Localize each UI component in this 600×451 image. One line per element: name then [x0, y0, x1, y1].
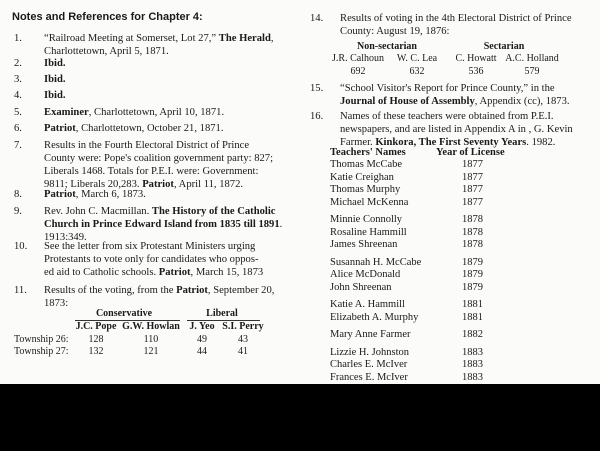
- teacher-name: James Shreenan: [330, 239, 398, 250]
- teacher-name: Rosaline Hammill: [330, 226, 407, 238]
- note-title: Patriot: [44, 189, 76, 200]
- teacher-year: 1877: [462, 184, 483, 195]
- vote-count: 121: [143, 346, 159, 357]
- vote-count: 44: [197, 346, 207, 357]
- note-line: [44, 89, 66, 102]
- note-text: , Charlottetown, October 21, 1871.: [75, 123, 224, 134]
- note-title: Examiner: [44, 107, 89, 118]
- vote-group-sectarian: Sectarian: [483, 41, 525, 52]
- vote-group-liberal: Liberal: [206, 308, 238, 319]
- note-line: [44, 266, 263, 279]
- note-number: 4.: [14, 90, 22, 101]
- teacher-name: Elizabeth A. Murphy: [330, 311, 419, 323]
- note-line: [340, 12, 572, 25]
- note-number: 14.: [310, 13, 324, 24]
- note-number: 11.: [14, 285, 27, 296]
- note-number: 7.: [14, 140, 22, 151]
- note-number: 6.: [14, 123, 22, 134]
- note-number: 5.: [14, 107, 22, 118]
- teachers-year-header: Year of License: [436, 147, 505, 158]
- note-line: [44, 240, 255, 253]
- vote-candidate-header: C. Howatt: [455, 53, 497, 64]
- note-line: [44, 297, 68, 310]
- note-title: Patriot: [158, 267, 191, 278]
- vote-candidate-header: J.C. Pope: [75, 321, 117, 332]
- teacher-year: 1882: [462, 329, 483, 340]
- note-text: 1913:349.: [44, 232, 87, 243]
- note-text: , April 11, 1872.: [173, 179, 244, 190]
- teacher-year: 1877: [462, 196, 483, 208]
- teacher-year: 1878: [462, 239, 483, 250]
- note-text: 9811; Liberals 20,283.: [44, 179, 143, 190]
- note-line: [44, 57, 66, 70]
- note-text: ed aid to Catholic schools.: [44, 267, 159, 278]
- note-text: , Charlottetown, April 10, 1871.: [88, 107, 225, 118]
- teacher-name: Thomas McCabe: [330, 159, 403, 170]
- note-number: 1.: [14, 33, 22, 44]
- note-text: ,: [270, 33, 274, 44]
- vote-row-label: Township 27:: [14, 346, 69, 357]
- teacher-name: Minnie Connolly: [330, 214, 403, 225]
- note-number: 10.: [14, 241, 28, 252]
- note-text: .: [279, 219, 283, 230]
- note-number: 2.: [14, 58, 22, 69]
- note-title: Ibid.: [44, 90, 66, 101]
- teacher-year: 1879: [462, 269, 483, 280]
- note-line: [44, 73, 66, 86]
- teacher-name: Michael McKenna: [330, 196, 409, 208]
- teacher-name: Frances E. McIver: [330, 371, 408, 383]
- teacher-name: Alice McDonald: [330, 269, 401, 280]
- note-line: [340, 95, 570, 108]
- note-text: County: August 19, 1876:: [340, 26, 450, 37]
- note-line: [44, 253, 259, 266]
- note-text: . 1982.: [526, 137, 556, 148]
- note-text: Charlottetown, April 5, 1871.: [44, 46, 169, 57]
- note-text: Farmer.: [340, 137, 376, 148]
- note-text: , September 20,: [207, 285, 275, 296]
- note-number: 15.: [310, 83, 324, 94]
- vote-count: 132: [88, 346, 104, 357]
- teacher-year: 1879: [462, 256, 483, 268]
- teacher-name: Katie A. Hammill: [330, 299, 405, 310]
- note-title: The Herald: [218, 33, 271, 44]
- note-text: Rev. John C. Macmillan.: [44, 206, 152, 217]
- note-line: [44, 218, 282, 231]
- vote-candidate-header: J.R. Calhoun: [332, 53, 384, 64]
- vote-candidate-header: J. Yeo: [189, 321, 215, 332]
- teacher-name: Thomas Murphy: [330, 184, 401, 195]
- note-line: [44, 188, 146, 201]
- teacher-year: 1877: [462, 171, 483, 183]
- note-line: [44, 139, 249, 152]
- note-line: [340, 82, 555, 95]
- teacher-year: 1881: [462, 311, 483, 323]
- note-line: [340, 110, 554, 123]
- teacher-year: 1878: [462, 214, 483, 225]
- vote-count: 579: [524, 66, 540, 77]
- teacher-year: 1881: [462, 299, 483, 310]
- note-line: [340, 123, 573, 136]
- vote-count: 49: [197, 334, 207, 345]
- note-text: Results in the Fourth Electoral District of Prince: [44, 140, 250, 151]
- teachers-name-header: Teachers' Names: [330, 147, 406, 158]
- note-number: 9.: [14, 206, 22, 217]
- note-line: [44, 106, 224, 119]
- vote-candidate-header: G.W. Howlan: [122, 321, 180, 332]
- teacher-name: Mary Anne Farmer: [330, 329, 411, 340]
- note-text: , March 15, 1873: [190, 267, 264, 278]
- note-text: Results of voting in the 4th Electoral District of Prince: [340, 13, 572, 24]
- note-title: Church in Prince Edward Island from 1835 till 1891: [44, 219, 280, 230]
- note-number: 16.: [310, 111, 324, 122]
- note-text: See the letter from six Protestant Ministers urging: [44, 241, 256, 252]
- note-text: 1873:: [44, 298, 69, 309]
- vote-count: 110: [143, 334, 159, 345]
- note-line: [340, 25, 449, 38]
- teacher-name: Lizzie H. Johnston: [330, 346, 410, 358]
- note-text: , Appendix (cc), 1873.: [474, 96, 570, 107]
- note-text: Results of the voting, from the: [44, 285, 177, 296]
- note-line: [44, 284, 274, 297]
- teacher-name: Katie Creighan: [330, 171, 394, 183]
- vote-count: 536: [468, 66, 484, 77]
- teacher-name: John Shreenan: [330, 281, 392, 293]
- note-line: [44, 165, 258, 178]
- note-text: newspapers, and are listed in Appendix A in , G. Kevin: [340, 124, 573, 135]
- note-line: [44, 152, 273, 165]
- note-text: County were: Pope's coalition government party: 827;: [44, 153, 274, 164]
- note-line: [44, 122, 223, 135]
- note-title: The History of the Catholic: [151, 206, 276, 217]
- vote-count: 41: [238, 346, 248, 357]
- vote-count: 632: [409, 66, 425, 77]
- teacher-year: 1883: [462, 371, 483, 383]
- note-title: Patriot: [176, 285, 208, 296]
- note-line: [44, 205, 275, 218]
- black-letterbox-bar: [0, 384, 600, 451]
- note-title: Ibid.: [44, 58, 66, 69]
- teacher-year: 1883: [462, 359, 483, 370]
- vote-candidate-header: A.C. Holland: [505, 53, 559, 64]
- vote-candidate-header: S.I. Perry: [222, 321, 264, 332]
- note-text: Liberals 1468. Totals for P.E.I. were: Government:: [44, 166, 259, 177]
- vote-row-label: Township 26:: [14, 334, 69, 345]
- teacher-name: Susannah H. McCabe: [330, 256, 422, 268]
- note-title: Ibid.: [44, 74, 66, 85]
- note-title: Kinkora, The First Seventy Years: [375, 137, 527, 148]
- teacher-year: 1878: [462, 226, 483, 238]
- teacher-year: 1879: [462, 281, 483, 293]
- note-text: “Railroad Meeting at Somerset, Lot 27,”: [44, 33, 219, 44]
- vote-group-nonsectarian: Non-sectarian: [357, 41, 417, 52]
- notes-heading: Notes and References for Chapter 4:: [12, 11, 203, 23]
- vote-group-conservative: Conservative: [95, 308, 153, 319]
- teacher-year: 1883: [462, 346, 483, 358]
- vote-count: 692: [350, 66, 366, 77]
- note-text: Names of these teachers were obtained from P.E.I.: [340, 111, 554, 122]
- vote-count: 43: [238, 334, 248, 345]
- teacher-name: Charles E. McIver: [330, 359, 408, 370]
- note-number: 3.: [14, 74, 22, 85]
- note-text: “School Visitor's Report for Prince County,” in the: [340, 83, 555, 94]
- teacher-year: 1877: [462, 159, 483, 170]
- note-title: Patriot: [44, 123, 76, 134]
- note-title: Journal of House of Assembly: [340, 96, 475, 107]
- note-text: , March 6, 1873.: [75, 189, 146, 200]
- note-number: 8.: [14, 189, 22, 200]
- note-title: Patriot: [142, 179, 174, 190]
- vote-count: 128: [88, 334, 104, 345]
- note-text: Protestants to vote only for candidates who oppos-: [44, 254, 259, 265]
- vote-candidate-header: W. C. Lea: [396, 53, 438, 64]
- note-line: [44, 32, 274, 45]
